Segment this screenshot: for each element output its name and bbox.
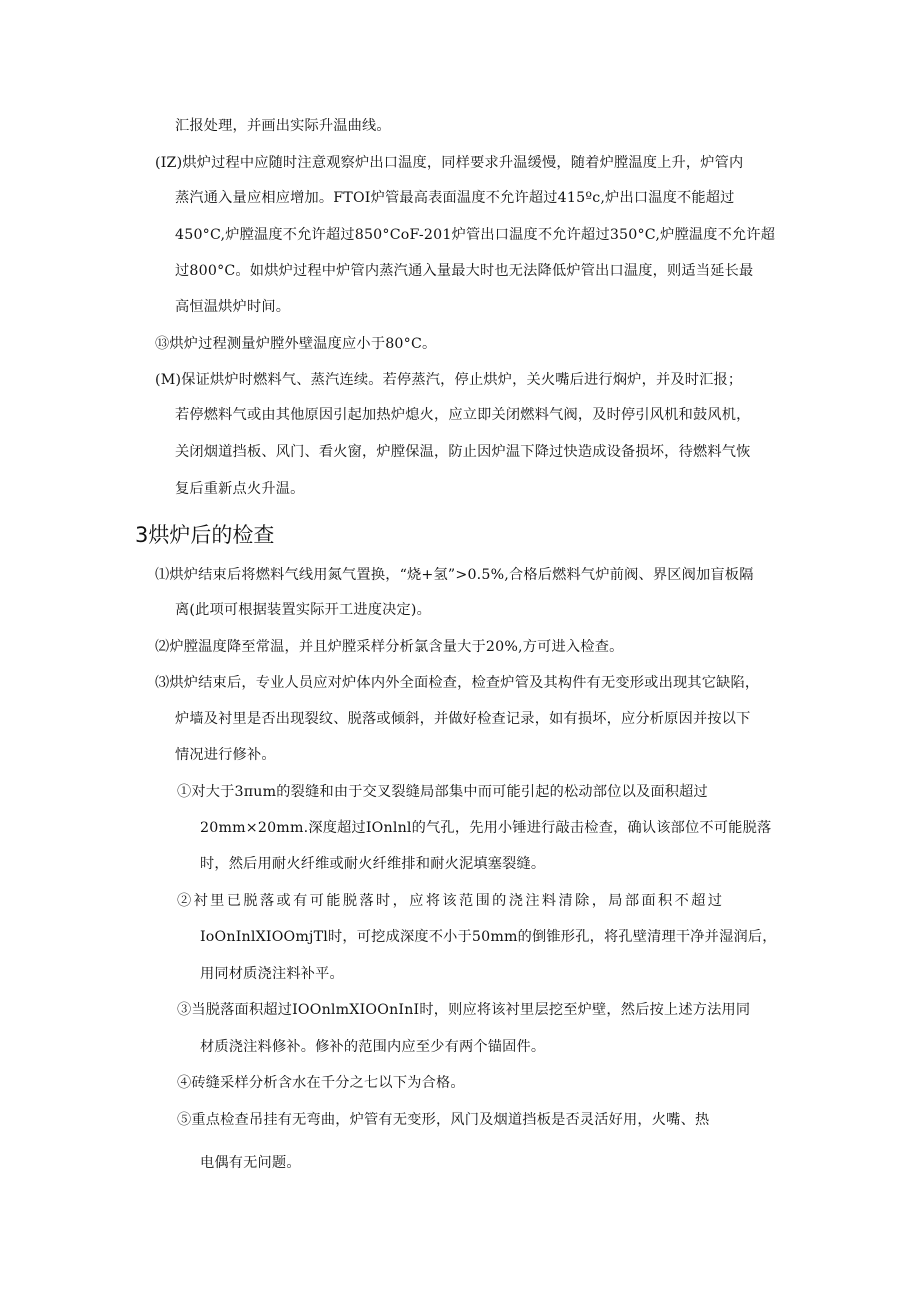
paragraph-line: ⑵炉膛温度降至常温，并且炉膛采样分析氯含量大于20%,方可进入检查。 bbox=[155, 639, 624, 655]
paragraph-line: 汇报处理，并画出实际升温曲线。 bbox=[175, 118, 391, 134]
paragraph-line: 过800°C。如烘炉过程中炉管内蒸汽通入量最大时也无法降低炉管出口温度，则适当延长最 bbox=[175, 263, 754, 279]
paragraph-line: ⑴烘炉结束后将燃料气线用氮气置换，“烧+氢”>0.5%,合格后燃料气炉前阀、界区阀加盲板隔 bbox=[155, 567, 754, 583]
paragraph-line: 电偶有无问题。 bbox=[200, 1155, 301, 1171]
paragraph-line: 关闭烟道挡板、风门、看火窗，炉膛保温，防止因炉温下降过快造成设备损坏，待燃料气恢 bbox=[175, 444, 751, 460]
paragraph-line: ⑤重点检查吊挂有无弯曲，炉管有无变形，风门及烟道挡板是否灵活好用，火嘴、热 bbox=[177, 1112, 710, 1128]
paragraph-line: (IZ)烘炉过程中应随时注意观察炉出口温度，同样要求升温缓慢，随着炉膛温度上升，炉管内 bbox=[155, 155, 744, 171]
paragraph-line: ⑬烘炉过程测量炉膛外壁温度应小于80°C。 bbox=[155, 336, 437, 352]
paragraph-line: 蒸汽通入量应相应增加。FTOI炉管最高表面温度不允许超过415ºc,炉出口温度不能超过 bbox=[175, 190, 735, 206]
paragraph-line: ⑶烘炉结束后，专业人员应对炉体内外全面检查，检查炉管及其构件有无变形或出现其它缺陷， bbox=[155, 675, 760, 691]
paragraph-line: ①对大于3πum的裂缝和由于交叉裂缝局部集中而可能引起的松动部位以及面积超过 bbox=[177, 784, 708, 800]
paragraph-line: 时，然后用耐火纤维或耐火纤维排和耐火泥填塞裂缝。 bbox=[200, 856, 546, 872]
paragraph-line: IoOnInlXIOOmjTl时，可挖成深度不小于50mm的倒锥形孔，将孔壁清理干净并湿润后， bbox=[200, 929, 777, 945]
paragraph-line: 450°C,炉膛温度不允许超过850°CoF-201炉管出口温度不允许超过350°C,炉膛温度不允许超 bbox=[175, 227, 776, 243]
paragraph-line: ③当脱落面积超过IOOnlmXIOOnInI时，则应将该衬里层挖至炉壁，然后按上述方法用同 bbox=[177, 1002, 751, 1018]
paragraph-line: 若停燃料气或由其他原因引起加热炉熄火，应立即关闭燃料气阀，及时停引风机和鼓风机， bbox=[175, 407, 751, 423]
paragraph-line: 用同材质浇注料补平。 bbox=[200, 966, 344, 982]
paragraph-line: 离(此项可根据装置实际开工进度决定)。 bbox=[175, 602, 432, 618]
paragraph-line: 情况进行修补。 bbox=[175, 747, 276, 763]
section-heading: 3烘炉后的检查 bbox=[135, 523, 275, 547]
paragraph-line: 材质浇注料修补。修补的范围内应至少有两个锚固件。 bbox=[200, 1039, 546, 1055]
paragraph-line: 炉墙及衬里是否出现裂纹、脱落或倾斜，并做好检查记录，如有损坏，应分析原因并按以下 bbox=[175, 711, 751, 727]
paragraph-line: ②衬里已脱落或有可能脱落时，应将该范围的浇注料清除，局部面积不超过 bbox=[177, 893, 725, 909]
paragraph-line: 20mm×20mm.深度超过IOnlnl的气孔，先用小锤进行敲击检查，确认该部位不可能脱落 bbox=[200, 820, 772, 836]
paragraph-line: 复后重新点火升温。 bbox=[175, 481, 305, 497]
paragraph-line: ④砖缝采样分析含水在千分之七以下为合格。 bbox=[177, 1075, 465, 1091]
paragraph-line: (M)保证烘炉时燃料气、蒸汽连续。若停蒸汽，停止烘炉，关火嘴后进行焖炉，并及时汇报； bbox=[155, 372, 743, 388]
paragraph-line: 高恒温烘炉时间。 bbox=[175, 299, 291, 315]
